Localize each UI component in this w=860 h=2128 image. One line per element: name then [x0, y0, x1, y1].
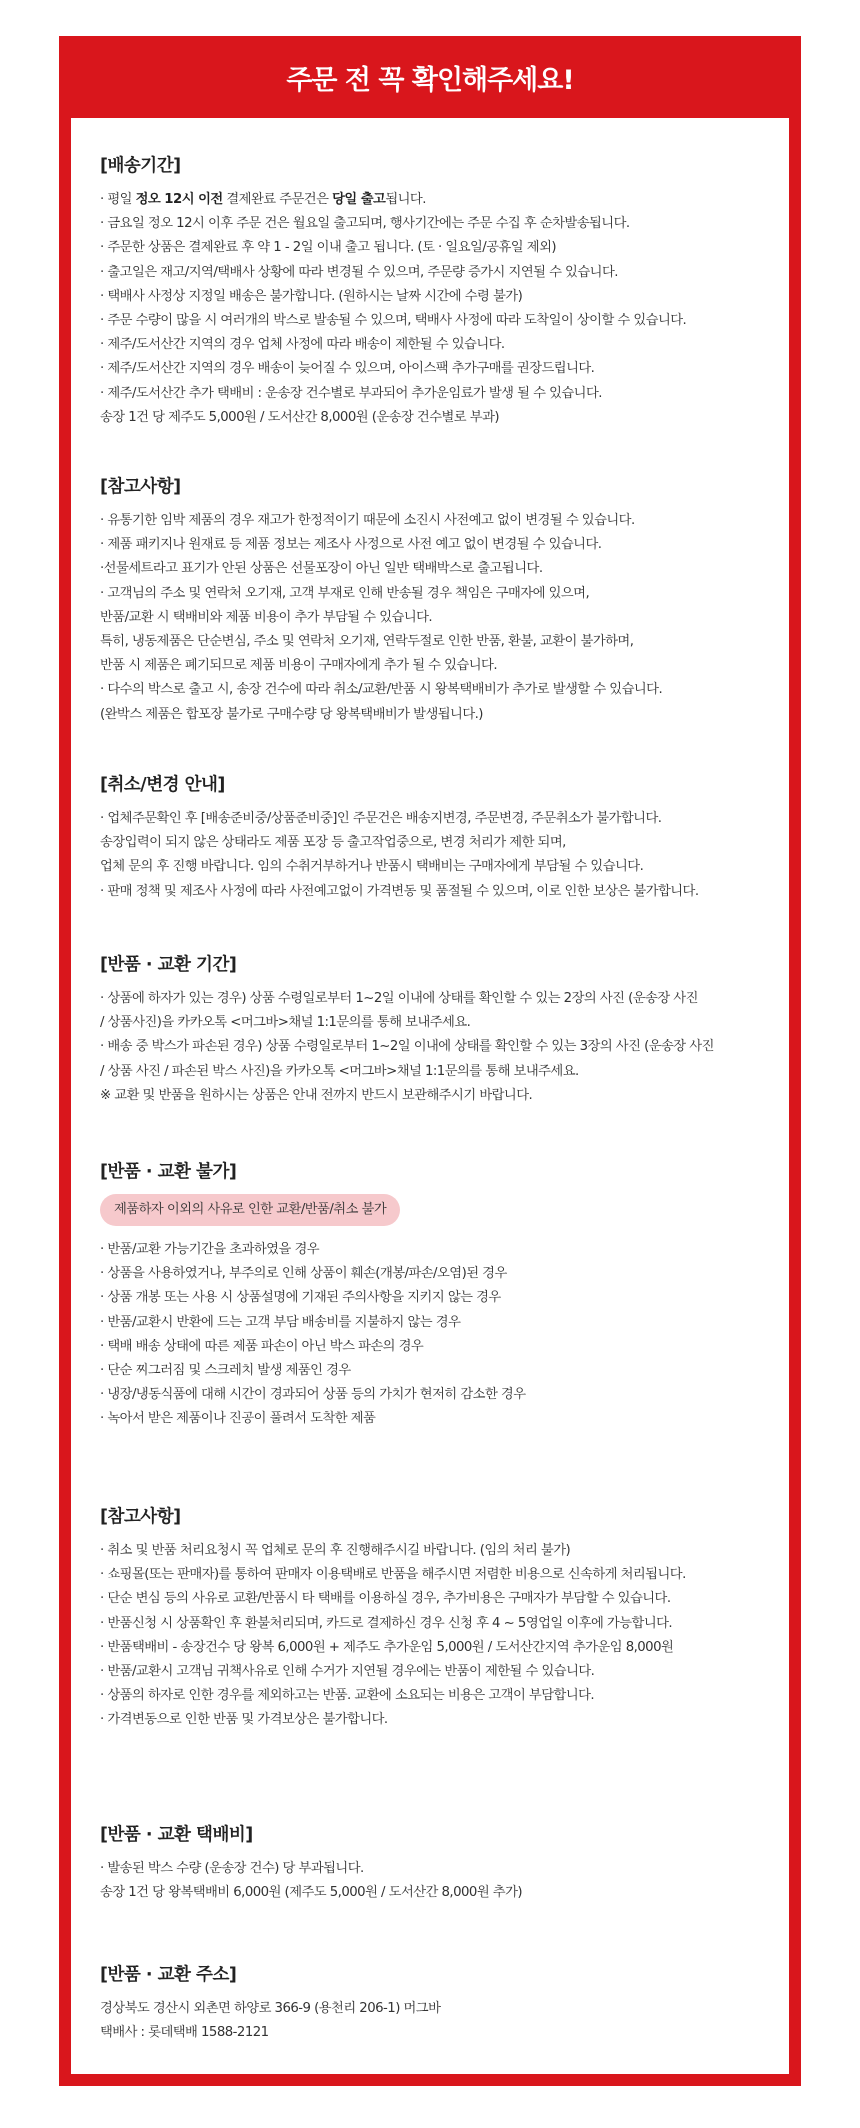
section-return-period	[100, 953, 783, 1108]
list-item: · 다수의 박스로 출고 시, 송장 건수에 따라 취소/교환/반품 시 왕복택배비가 추가로 발생할 수 있습니다.	[100, 682, 663, 698]
notice-frame	[59, 36, 801, 2086]
list-item: · 출고일은 재고/지역/택배사 상황에 따라 변경될 수 있으며, 주문량 증가시 지연될 수 있습니다.	[100, 264, 618, 280]
list-item: · 금요일 정오 12시 이후 주문 건은 월요일 출고되며, 행사기간에는 주문 수집 후 순차발송됩니다.	[100, 216, 630, 232]
list-item: · 제주/도서산간 추가 택배비 : 운송장 건수별로 부과되어 추가운임료가 발생 될 수 있습니다.	[100, 385, 602, 401]
list-item: · 업체주문확인 후 [배송준비중/상품준비중]인 주문건은 배송지변경, 주문변경, 주문취소가 불가합니다.	[100, 811, 662, 826]
list-item: · 제품 패키지나 원재료 등 제품 정보는 제조사 사정으로 사전 예고 없이 변경될 수 있습니다.	[100, 537, 602, 553]
list-item: · 상품 개봉 또는 사용 시 상품설명에 기재된 주의사항을 지키지 않는 경우	[100, 1290, 501, 1306]
section-cancel	[100, 773, 783, 904]
list-item: 송장 1건 당 왕복택배비 6,000원 (제주도 5,000원 / 도서산간 8,000원 추가)	[100, 1885, 523, 1901]
list-item: · 제주/도서산간 지역의 경우 배송이 늦어질 수 있으며, 아이스팩 추가구매를 권장드립니다.	[100, 361, 595, 377]
list-item: ·선물세트라고 표기가 안된 상품은 선물포장이 아닌 일반 택배박스로 출고됩니다.	[100, 561, 543, 577]
list-item: · 취소 및 반품 처리요청시 꼭 업체로 문의 후 진행해주시길 바랍니다. (임의 처리 불가)	[100, 1543, 571, 1558]
list-item: · 주문한 상품은 결제완료 후 약 1 - 2일 이내 출고 됩니다. (토 · 일요일/공휴일 제외)	[100, 240, 557, 256]
list-item: 업체 문의 후 진행 바랍니다. 임의 수취거부하거나 반품시 택배비는 구매자에게 부담될 수 있습니다.	[100, 859, 644, 875]
list-item: · 반품/교환 가능기간을 초과하였을 경우	[100, 1242, 320, 1257]
notice-banner-title: 주문 전 꼭 확인해주세요!	[286, 64, 574, 96]
section-title: [반품 · 교환 택배비]	[100, 1825, 253, 1845]
highlight-text: 당일 출고	[332, 192, 386, 207]
section-title: [참고사항]	[100, 477, 181, 497]
address-text: 경상북도 경산시 외촌면 하양로 366-9 (용천리 206-1) 머그바	[100, 2001, 441, 2016]
list-item: · 쇼핑몰(또는 판매자)를 통하여 판매자 이용택배로 반품을 해주시면 저렴한 비용으로 신속하게 처리됩니다.	[100, 1567, 686, 1583]
list-item: 송장 1건 당 제주도 5,000원 / 도서산간 8,000원 (운송장 건수별로 부과)	[100, 409, 499, 425]
list-item: · 상품의 하자로 인한 경우를 제외하고는 반품. 교환에 소요되는 비용은 고객이 부담합니다.	[100, 1688, 595, 1704]
section-return-unavailable	[100, 1160, 783, 1432]
section-title: [반품 · 교환 기간]	[100, 955, 237, 975]
list-item: 송장입력이 되지 않은 상태라도 제품 포장 등 출고작업중으로, 변경 처리가 제한 되며,	[100, 835, 566, 851]
list-item: / 상품사진)을 카카오톡 <머그바>채널 1:1문의를 통해 보내주세요.	[100, 1015, 471, 1031]
list-item: / 상품 사진 / 파손된 박스 사진)을 카카오톡 <머그바>채널 1:1문의를 통해 보내주세요.	[100, 1063, 579, 1079]
list-item: · 냉장/냉동식품에 대해 시간이 경과되어 상품 등의 가치가 현저히 감소한 경우	[100, 1387, 526, 1403]
section-title: [반품 · 교환 주소]	[100, 1965, 237, 1985]
list-item: · 가격변동으로 인한 반품 및 가격보상은 불가합니다.	[100, 1712, 388, 1728]
courier-text: 택배사 : 롯데택배 1588-2121	[100, 2025, 269, 2041]
list-item: · 택배 배송 상태에 따른 제품 파손이 아닌 박스 파손의 경우	[100, 1338, 424, 1354]
section-title: [참고사항]	[100, 1507, 181, 1527]
list-item: 특히, 냉동제품은 단순변심, 주소 및 연락처 오기재, 연락두절로 인한 반품, 환불, 교환이 불가하며,	[100, 634, 634, 650]
warning-badge: 제품하자 이외의 사유로 인한 교환/반품/취소 불가	[100, 1194, 400, 1226]
list-item: · 평일 정오 12시 이전 결제완료 주문건은 당일 출고됩니다.	[100, 192, 426, 207]
section-return-fee	[100, 1823, 783, 1905]
list-item: · 상품을 사용하였거나, 부주의로 인해 상품이 훼손(개봉/파손/오염)된 경우	[100, 1266, 507, 1282]
section-title: [취소/변경 안내]	[100, 775, 225, 795]
list-item: · 상품에 하자가 있는 경우) 상품 수령일로부터 1~2일 이내에 상태를 확인할 수 있는 2장의 사진 (운송장 사진	[100, 991, 698, 1006]
list-item: · 판매 정책 및 제조사 사정에 따라 사전예고없이 가격변동 및 품절될 수 있으며, 이로 인한 보상은 불가합니다.	[100, 883, 699, 899]
list-item: · 택배사 사정상 지정일 배송은 불가합니다. (원하시는 날짜 시간에 수령 불가)	[100, 288, 523, 304]
section-notes-2	[100, 1505, 783, 1733]
list-item: · 단순 찌그러짐 및 스크레치 발생 제품인 경우	[100, 1363, 351, 1379]
list-item: 반품 시 제품은 폐기되므로 제품 비용이 구매자에게 추가 될 수 있습니다.	[100, 658, 497, 674]
section-return-address	[100, 1963, 783, 2045]
section-title: [배송기간]	[100, 156, 181, 176]
list-item: · 고객님의 주소 및 연락처 오기재, 고객 부재로 인해 반송될 경우 책임은 구매자에 있으며,	[100, 585, 590, 601]
list-item: · 반품택배비 - 송장건수 당 왕복 6,000원 + 제주도 추가운임 5,000원 / 도서산간지역 추가운임 8,000원	[100, 1639, 674, 1655]
section-shipping	[100, 154, 783, 430]
list-item: · 녹아서 받은 제품이나 진공이 풀려서 도착한 제품	[100, 1411, 376, 1427]
list-item: · 배송 중 박스가 파손된 경우) 상품 수령일로부터 1~2일 이내에 상태를 확인할 수 있는 3장의 사진 (운송장 사진	[100, 1039, 714, 1055]
list-item: 반품/교환 시 택배비와 제품 비용이 추가 부담될 수 있습니다.	[100, 609, 433, 625]
list-item: · 반품신청 시 상품확인 후 환불처리되며, 카드로 결제하신 경우 신청 후 4 ~ 5영업일 이후에 가능합니다.	[100, 1615, 673, 1631]
list-item: · 발송된 박스 수량 (운송장 건수) 당 부과됩니다.	[100, 1861, 364, 1876]
list-item: · 제주/도서산간 지역의 경우 업체 사정에 따라 배송이 제한될 수 있습니다.	[100, 337, 505, 353]
notice-panel	[71, 118, 789, 2074]
list-item: · 단순 변심 등의 사유로 교환/반품시 타 택배를 이용하실 경우, 추가비용은 구매자가 부담할 수 있습니다.	[100, 1591, 671, 1607]
section-title: [반품 · 교환 불가]	[100, 1162, 237, 1182]
list-item: (완박스 제품은 합포장 불가로 구매수량 당 왕복택배비가 발생됩니다.)	[100, 706, 483, 722]
list-item: ※ 교환 및 반품을 원하시는 상품은 안내 전까지 반드시 보관해주시기 바랍니다.	[100, 1087, 533, 1103]
list-item: · 주문 수량이 많을 시 여러개의 박스로 발송될 수 있으며, 택배사 사정에 따라 도착일이 상이할 수 있습니다.	[100, 313, 687, 329]
list-item: · 반품/교환시 고객님 귀책사유로 인해 수거가 지연될 경우에는 반품이 제한될 수 있습니다.	[100, 1664, 595, 1680]
list-item: · 반품/교환시 반환에 드는 고객 부담 배송비를 지불하지 않는 경우	[100, 1314, 461, 1330]
highlight-text: 정오 12시 이전	[135, 192, 223, 207]
list-item: · 유통기한 임박 제품의 경우 재고가 한정적이기 때문에 소진시 사전예고 없이 변경될 수 있습니다.	[100, 513, 635, 528]
section-notes-1	[100, 475, 783, 727]
